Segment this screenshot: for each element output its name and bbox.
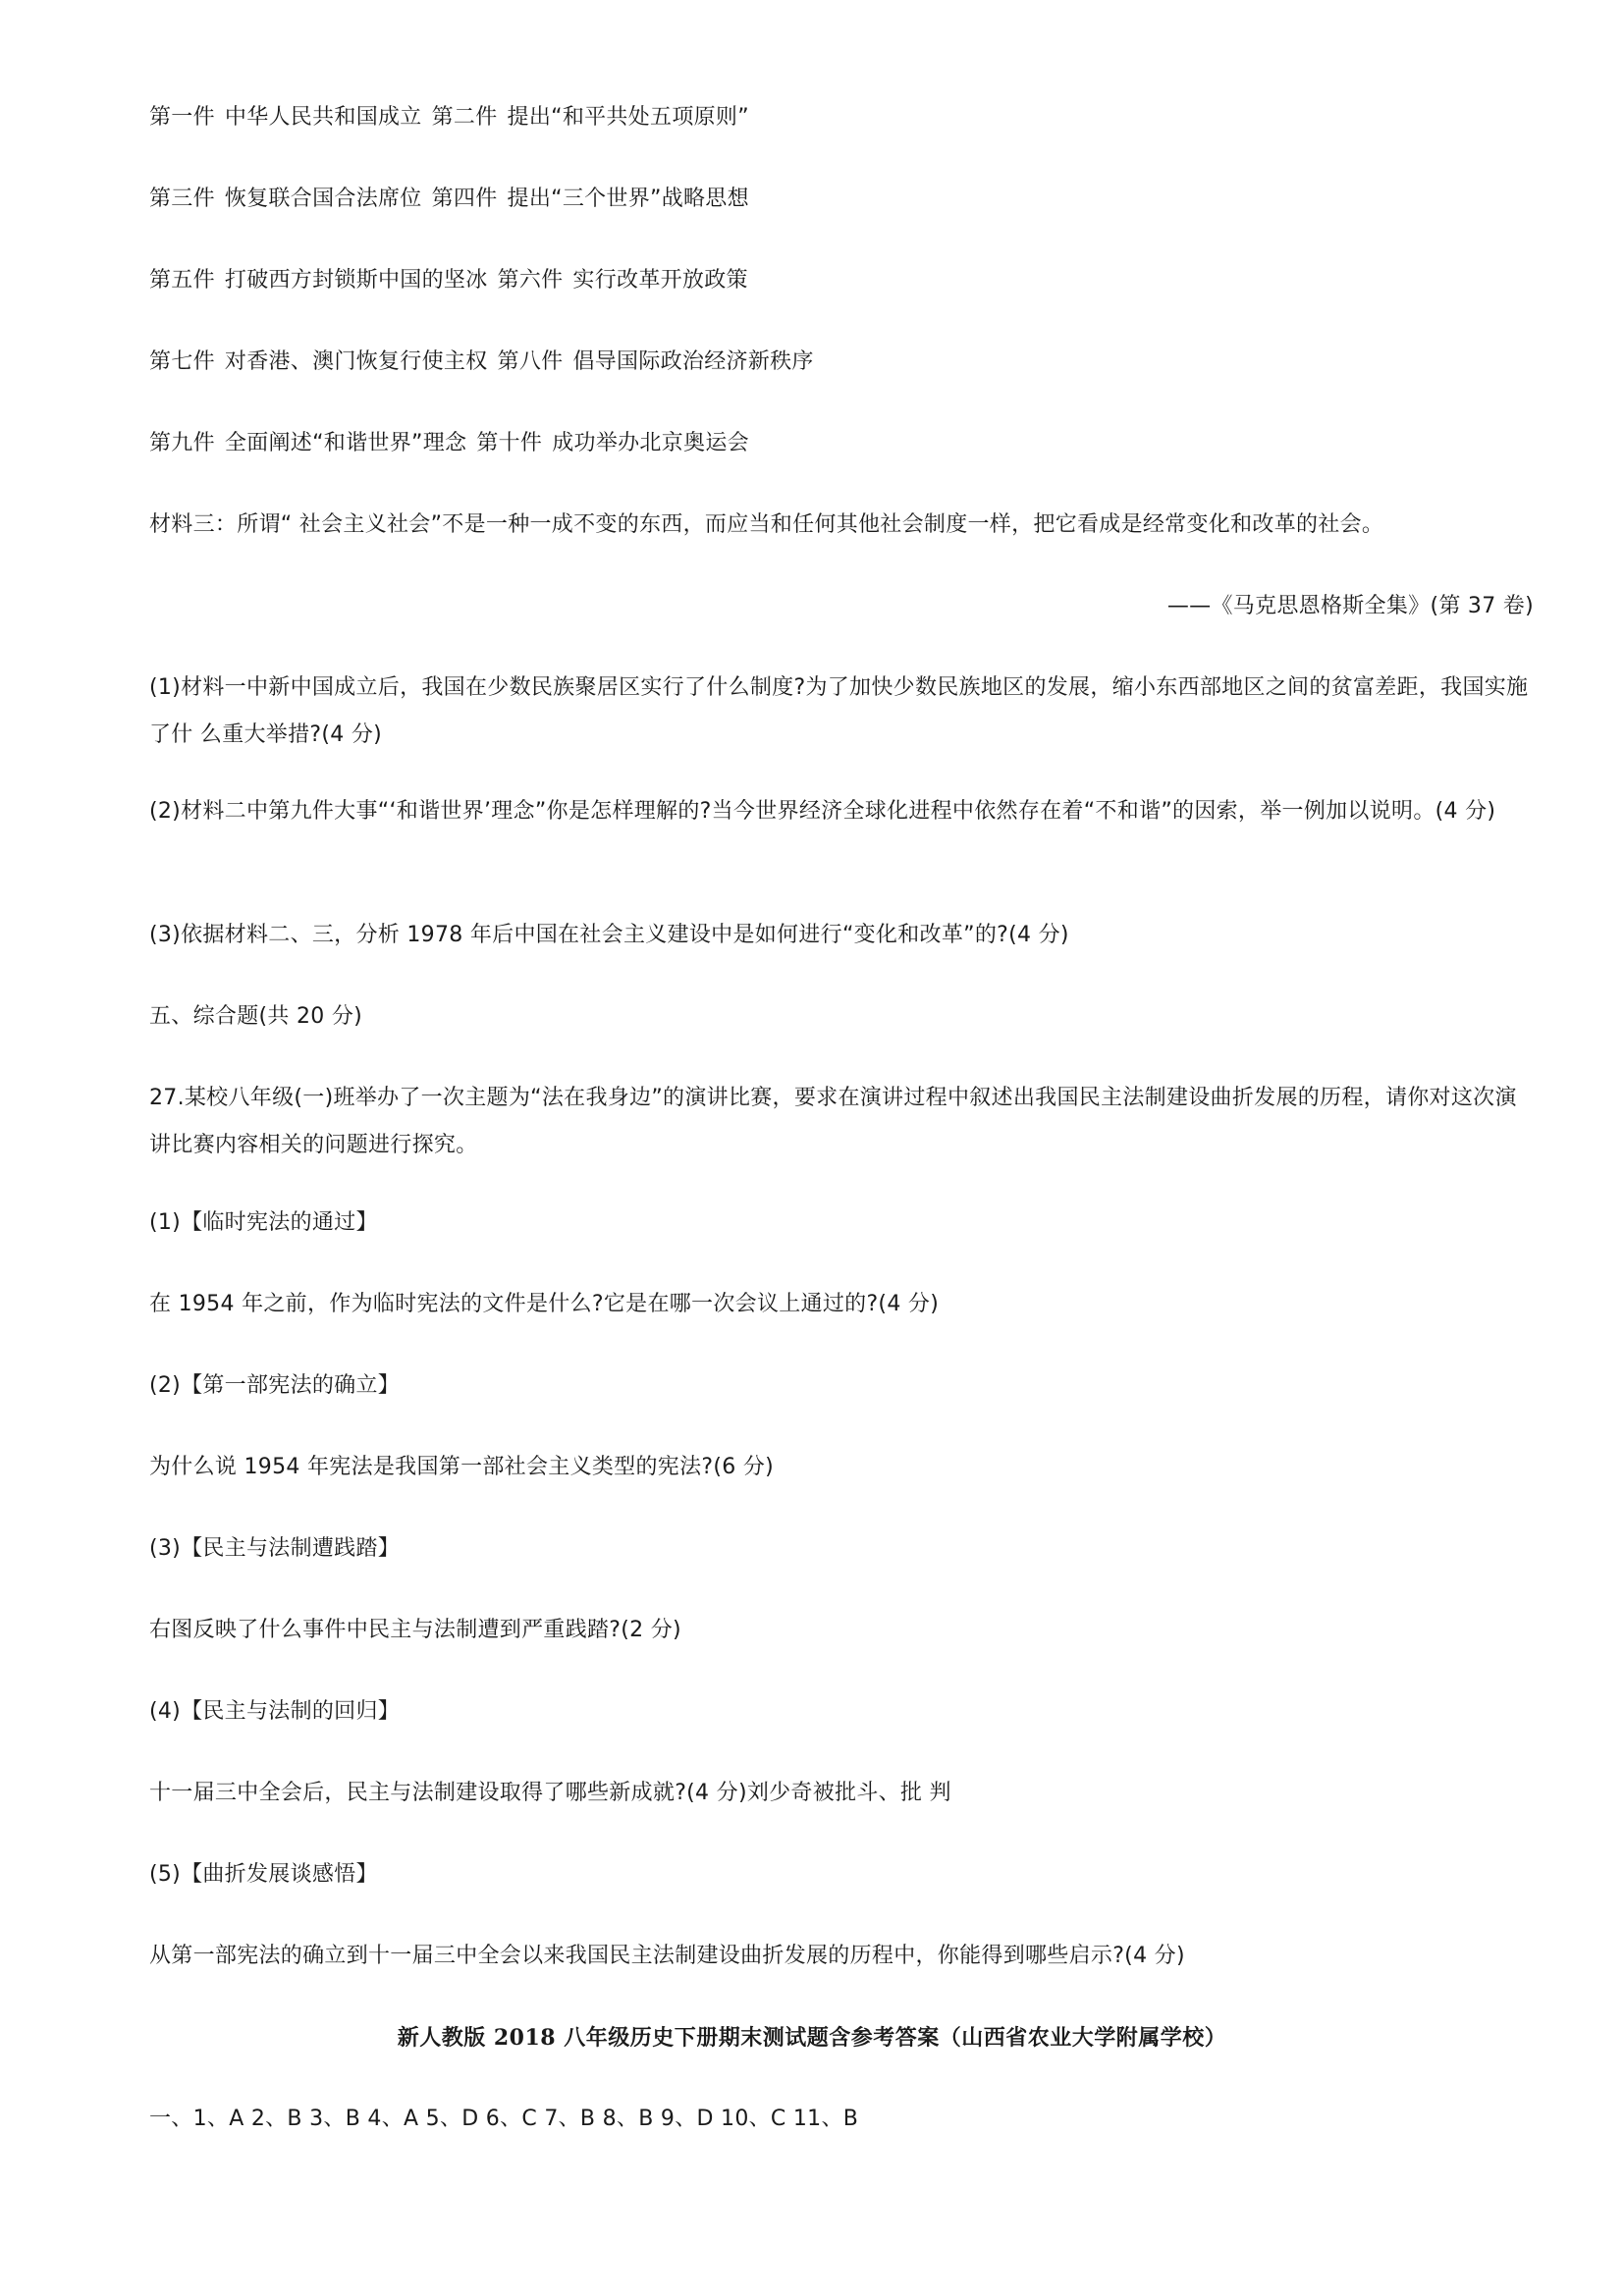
- part-title: (1)【临时宪法的通过】: [149, 1210, 378, 1235]
- answers-line: 一、1、A 2、B 3、B 4、A 5、D 6、C 7、B 8、B 9、D 10、C 11、B: [149, 2107, 859, 2131]
- event-text: 实行改革开放政策: [572, 268, 748, 293]
- event-row: [149, 429, 749, 458]
- part-question: 为什么说 1954 年宪法是我国第一部社会主义类型的宪法?(6 分): [149, 1455, 775, 1479]
- answers-title: 新人教版 2018 八年级历史下册期末测试题含参考答案（山西省农业大学附属学校）: [397, 2025, 1227, 2051]
- event-text: 对香港、澳门恢复行使主权: [224, 349, 488, 374]
- event-text: 成功举办北京奥运会: [552, 431, 749, 455]
- material-source: ——《马克思恩格斯全集》(第 37 卷): [1166, 594, 1534, 618]
- event-text: 提出“和平共处五项原则”: [507, 105, 749, 130]
- question-26-2: (2)材料二中第九件大事“‘和谐世界’理念”你是怎样理解的?当今世界经济全球化进程中依然存在着“不和谐”的因索，举一例加以说明。(4 分): [149, 799, 1496, 824]
- event-label: 第六件: [497, 268, 564, 293]
- event-text: 中华人民共和国成立: [224, 105, 422, 130]
- event-row: [149, 103, 749, 133]
- material-three: 材料三：所谓“ 社会主义社会”不是一种一成不变的东西，而应当和任何其他社会制度一样，把它看成是经常变化和改革的社会。: [149, 512, 1384, 537]
- event-label: 第五件: [149, 268, 215, 293]
- part-title: (4)【民主与法制的回归】: [149, 1699, 401, 1724]
- part-title: (2)【第一部宪法的确立】: [149, 1373, 401, 1398]
- event-row: [149, 347, 814, 377]
- event-label: 第一件: [149, 105, 215, 130]
- question-26-3: (3)依据材料二、三，分析 1978 年后中国在社会主义建设中是如何进行“变化和改革”的?(4 分): [149, 923, 1069, 947]
- event-label: 第八件: [497, 349, 564, 374]
- event-label: 第九件: [149, 431, 215, 455]
- event-text: 提出“三个世界”战略思想: [507, 187, 749, 211]
- part-question: 右图反映了什么事件中民主与法制遭到严重践踏?(2 分): [149, 1618, 681, 1642]
- question-26-1: (1)材料一中新中国成立后，我国在少数民族聚居区实行了什么制度?为了加快少数民族地区的发展，缩小东西部地区之间的贫富差距，我国实施了什 么重大举措?(4 分): [149, 675, 1529, 747]
- part-title: (3)【民主与法制遭践踏】: [149, 1536, 401, 1561]
- event-text: 恢复联合国合法席位: [224, 187, 422, 211]
- event-label: 第七件: [149, 349, 215, 374]
- event-label: 第三件: [149, 187, 215, 211]
- event-text: 打破西方封锁斯中国的坚冰: [224, 268, 488, 293]
- event-label: 第十件: [476, 431, 543, 455]
- event-text: 全面阐述“和谐世界”理念: [224, 431, 467, 455]
- part-question: 从第一部宪法的确立到十一届三中全会以来我国民主法制建设曲折发展的历程中，你能得到哪些启示?(4 分): [149, 1944, 1185, 1968]
- section-heading: 五、综合题(共 20 分): [149, 1004, 363, 1029]
- part-title: (5)【曲折发展谈感悟】: [149, 1862, 378, 1887]
- part-question: 在 1954 年之前，作为临时宪法的文件是什么?它是在哪一次会议上通过的?(4 分): [149, 1292, 940, 1316]
- event-label: 第四件: [431, 187, 498, 211]
- event-row: [149, 266, 748, 295]
- event-row: [149, 185, 749, 214]
- question-27-intro: 27.某校八年级(一)班举办了一次主题为“法在我身边”的演讲比赛，要求在演讲过程中叙述出我国民主法制建设曲折发展的历程，请你对这次演讲比赛内容相关的问题进行探究。: [149, 1086, 1517, 1157]
- event-label: 第二件: [431, 105, 498, 130]
- part-question: 十一届三中全会后，民主与法制建设取得了哪些新成就?(4 分)刘少奇被批斗、批 判: [149, 1781, 951, 1805]
- event-text: 倡导国际政治经济新秩序: [572, 349, 814, 374]
